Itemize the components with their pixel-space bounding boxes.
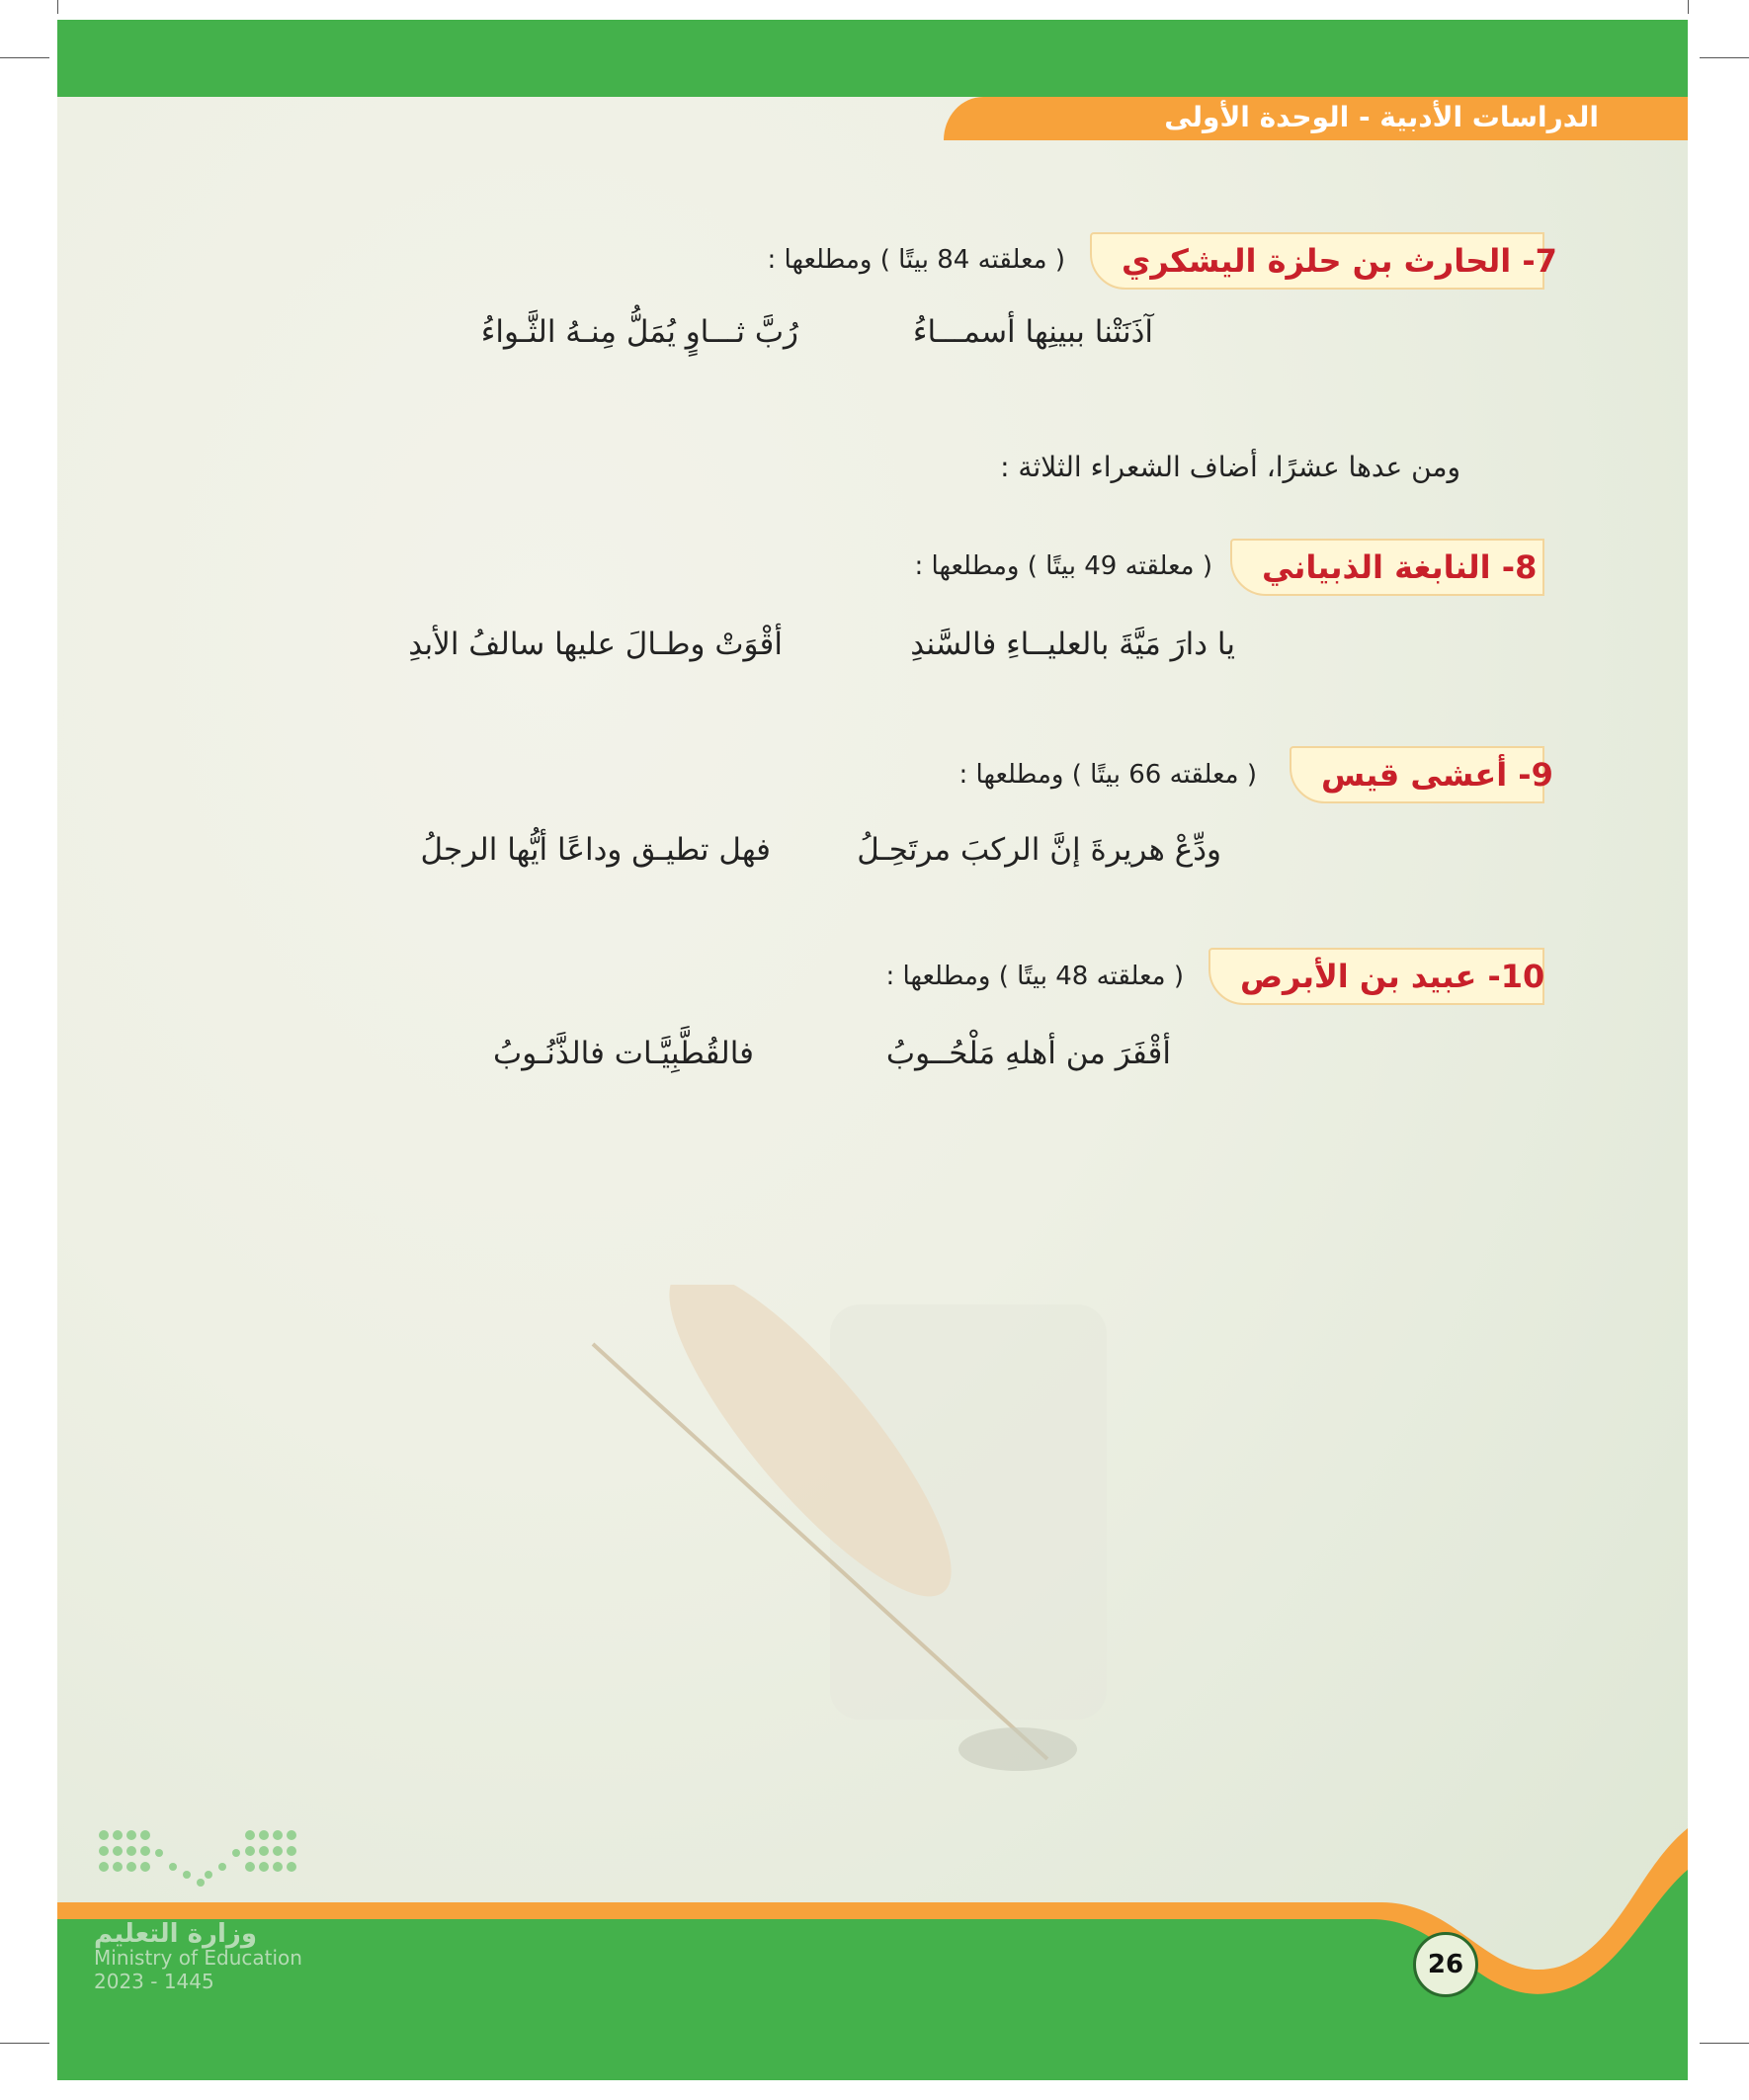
poet-name-box (1230, 539, 1544, 596)
ministry-text (94, 1919, 302, 1993)
verse-first-hemistich: أقْفَرَ من أهلهِ مَلْحُــوبُ (885, 1036, 1171, 1071)
crop-mark (0, 2043, 49, 2044)
verse-first-hemistich: ودِّعْ هريرةَ إنَّ الركبَ مرتَحِـلُ (857, 832, 1221, 868)
poet-name: 7- الحارث بن حلزة اليشكري (1122, 242, 1557, 280)
crop-mark (1700, 2043, 1749, 2044)
header-strip (944, 97, 1688, 140)
verse-first-hemistich: آذَنَتْنا ببينِها أسمـــاءُ (912, 314, 1153, 350)
top-green-bar (57, 20, 1688, 97)
ministry-logo-icon (94, 1823, 311, 1922)
poet-name: 9- أعشى قيس (1321, 756, 1553, 794)
verse-first-hemistich: يا دارَ مَيَّةَ بالعليــاءِ فالسَّندِ (910, 627, 1235, 662)
verse-second-hemistich: فهل تطيـق وداعًا أيُّها الرجلُ (420, 832, 771, 868)
ministry-name-ar: وزارة التعليم (94, 1919, 257, 1949)
crop-mark (57, 0, 58, 14)
poem-meta: ( معلقته 66 بيتًا ) ومطلعها : (958, 760, 1257, 790)
verse-second-hemistich: أقْوَتْ وطـالَ عليها سالفُ الأبدِ (408, 627, 783, 662)
intro-text: ومن عدها عشرًا، أضاف الشعراء الثلاثة : (1000, 451, 1460, 483)
poem-meta: ( معلقته 48 بيتًا ) ومطلعها : (885, 962, 1184, 991)
ministry-year: 2023 - 1445 (94, 1970, 214, 1993)
poet-name-box (1208, 948, 1544, 1005)
verse-second-hemistich: رُبَّ ثـــاوٍ يُمَلُّ مِنـهُ الثَّـواءُ (480, 314, 798, 350)
crop-mark (0, 57, 49, 58)
feather-illustration (553, 1285, 1265, 1799)
poem-meta: ( معلقته 49 بيتًا ) ومطلعها : (914, 551, 1212, 581)
poet-name-box (1090, 232, 1557, 290)
poem-meta: ( معلقته 84 بيتًا ) ومطلعها : (767, 245, 1065, 275)
poet-name: 10- عبيد بن الأبرص (1240, 958, 1545, 995)
crop-mark (1688, 0, 1689, 14)
unit-title: الدراسات الأدبية - الوحدة الأولى (1164, 101, 1599, 133)
poet-name-box (1290, 746, 1553, 803)
page-number: 26 (1413, 1932, 1478, 1997)
ministry-name-en: Ministry of Education (94, 1946, 302, 1970)
verse-second-hemistich: فالقُطَّبِيَّـات فالذَّنُـوبُ (493, 1036, 754, 1071)
poet-name: 8- النابغة الذبياني (1262, 548, 1538, 586)
crop-mark (1700, 57, 1749, 58)
